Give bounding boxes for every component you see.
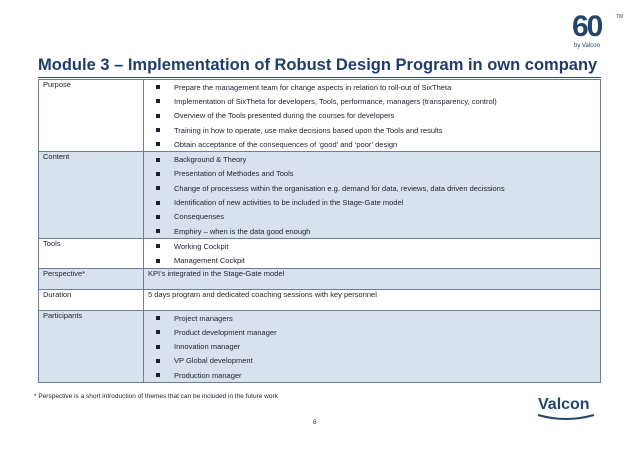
list-item: Management Cockpit: [148, 254, 596, 268]
bullet-icon: [156, 316, 160, 320]
row-content: [39, 152, 601, 239]
title-divider: [38, 77, 601, 78]
list-item: Consequenses: [148, 210, 596, 224]
row-content-participants: [144, 310, 601, 382]
list-item: VP Global development: [148, 354, 596, 368]
logo-byline: by Valcon: [574, 43, 600, 49]
list-item: Product development manager: [148, 325, 596, 339]
valcon-logo: Valcon: [538, 396, 590, 413]
page-title: Module 3 – Implementation of Robust Design Program in own company: [38, 56, 598, 74]
bullet-icon: [156, 259, 160, 263]
row-content-purpose: [144, 80, 601, 152]
logo-number: 60: [572, 10, 602, 43]
list-item: Obtain acceptance of the consequences of ‘good’ and ‘poor’ design: [148, 137, 596, 151]
list-item: Presentation of Methodes and Tools: [148, 167, 596, 181]
row-label-purpose: Purpose: [39, 80, 144, 152]
footnote: * Perspective is a short introduction of themes that can be included in the future work: [34, 393, 278, 400]
list-item: Background & Theory: [148, 152, 596, 166]
logo-trademark: TM: [616, 14, 624, 20]
row-content-content: [144, 152, 601, 239]
row-duration: [39, 289, 601, 310]
bullet-icon: [156, 85, 160, 89]
list-item: Overview of the Tools presented during the courses for developers: [148, 109, 596, 123]
module-table: [38, 79, 601, 383]
bullet-icon: [156, 172, 160, 176]
list-item: Identification of new activities to be included in the Stage-Gate model: [148, 195, 596, 209]
bullet-icon: [156, 373, 160, 377]
row-label-perspective: Perspective*: [39, 268, 144, 289]
bullet-icon: [156, 330, 160, 334]
row-participants: [39, 310, 601, 382]
row-content-perspective: KPI’s integrated in the Stage-Gate model: [144, 268, 601, 289]
bullet-icon: [156, 186, 160, 190]
bullet-icon: [156, 215, 160, 219]
bullet-icon: [156, 158, 160, 162]
list-item: Implementation of SixTheta for developers, Tools, performance, managers (transparency, control): [148, 94, 596, 108]
list-item: Project managers: [148, 311, 596, 325]
row-tools: [39, 239, 601, 269]
bullet-icon: [156, 99, 160, 103]
logo-swoosh-icon: [536, 413, 596, 421]
bullet-icon: [156, 244, 160, 248]
bullet-icon: [156, 359, 160, 363]
row-label-duration: Duration: [39, 289, 144, 310]
page-number: 6: [313, 419, 317, 426]
row-purpose: [39, 80, 601, 152]
list-item: Emphiry – when is the data good enough: [148, 224, 596, 238]
list-item: Innovation manager: [148, 339, 596, 353]
row-label-participants: Participants: [39, 310, 144, 382]
bullet-icon: [156, 142, 160, 146]
list-item: Production manager: [148, 368, 596, 382]
anniversary-logo: [570, 12, 624, 54]
list-item: Change of processess within the organisation e.g. demand for data, reviews, data driven decissions: [148, 181, 596, 195]
bullet-icon: [156, 114, 160, 118]
bullet-icon: [156, 201, 160, 205]
bullet-icon: [156, 345, 160, 349]
row-label-content: Content: [39, 152, 144, 239]
row-perspective: [39, 268, 601, 289]
row-content-duration: 5 days program and dedicated coaching sessions with key personnel: [144, 289, 601, 310]
bullet-icon: [156, 128, 160, 132]
row-content-tools: [144, 239, 601, 269]
list-item: Working Cockpit: [148, 239, 596, 253]
list-item: Prepare the management team for change aspects in relation to roll-out of SixTheta: [148, 80, 596, 94]
bullet-icon: [156, 229, 160, 233]
row-label-tools: Tools: [39, 239, 144, 269]
list-item: Training in how to operate, use make decisions based upon the Tools and results: [148, 123, 596, 137]
